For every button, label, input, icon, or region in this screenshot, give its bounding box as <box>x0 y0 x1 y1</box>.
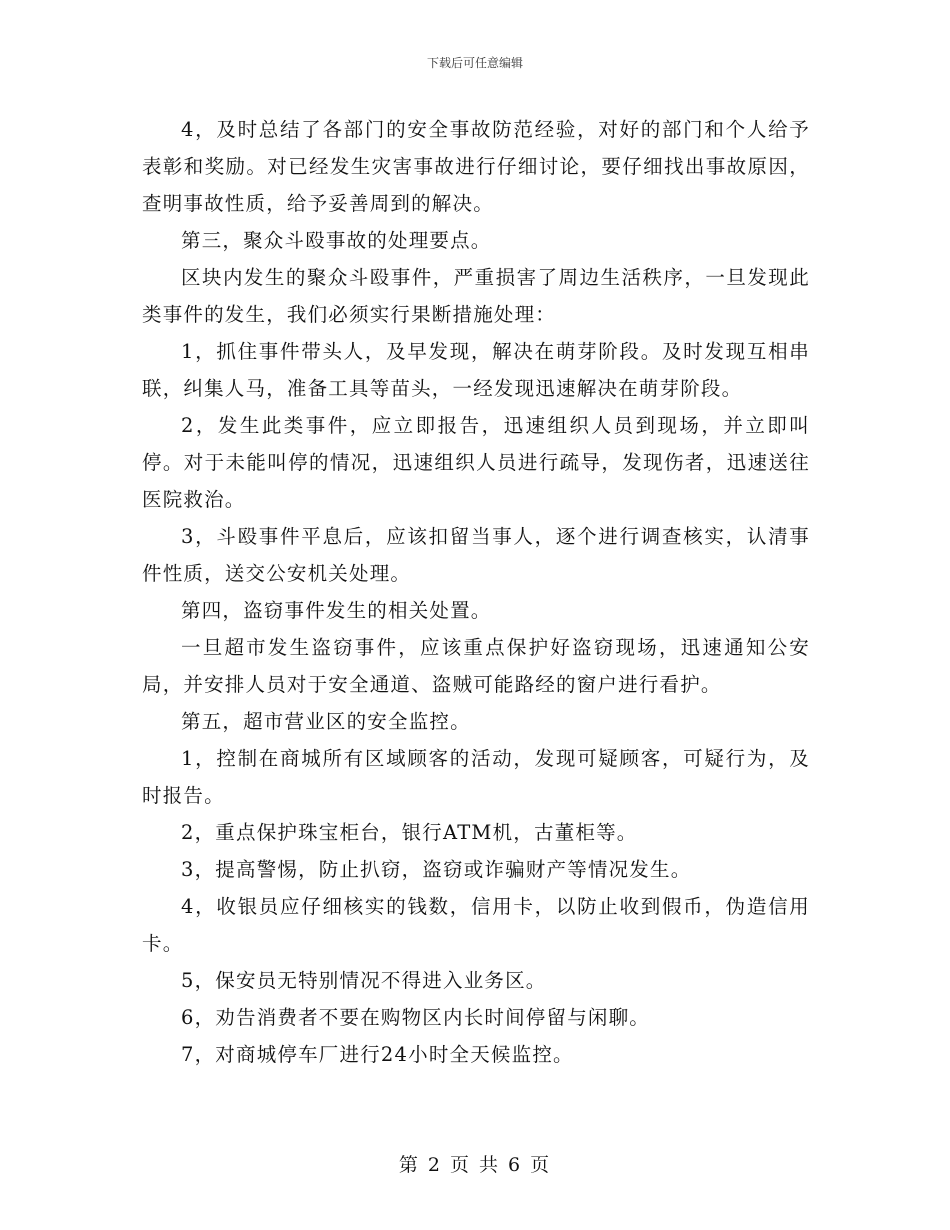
section-heading-5: 第五，超市营业区的安全监控。 <box>181 710 471 733</box>
section-heading-4: 第四，盗窃事件发生的相关处置。 <box>181 599 492 622</box>
list-item-3b: 3，提高警惕，防止扒窃，盗窃或诈骗财产等情况发生。 <box>181 858 692 881</box>
list-item-3: 3，斗殴事件平息后，应该扣留当事人，逐个进行调查核实，认清事件性质，送交公安机关处理。 <box>142 525 810 585</box>
list-item-4b: 4，收银员应仔细核实的钱数，信用卡，以防止收到假币，伪造信用卡。 <box>142 895 810 955</box>
list-item-1b: 1，控制在商城所有区域顾客的活动，发现可疑顾客，可疑行为，及时报告。 <box>142 747 810 807</box>
list-item-2b: 2，重点保护珠宝柜台，银行ATM机，古董柜等。 <box>181 821 638 844</box>
list-item-7b: 7，对商城停车厂进行24小时全天候监控。 <box>181 1043 574 1066</box>
page-indicator: 第 2 页 共 6 页 <box>398 1154 552 1176</box>
paragraph-3: 区块内发生的聚众斗殴事件，严重损害了周边生活秩序，一旦发现此类事件的发生，我们必须实行果断措施处理： <box>142 266 810 326</box>
section-heading-3: 第三，聚众斗殴事故的处理要点。 <box>181 229 492 252</box>
list-item-5b: 5，保安员无特别情况不得进入业务区。 <box>181 969 547 992</box>
list-item-6b: 6，劝告消费者不要在购物区内长时间停留与闲聊。 <box>181 1006 651 1029</box>
list-item-1: 1，抓住事件带头人，及早发现，解决在萌芽阶段。及时发现互相串联，纠集人马，准备工具等苗头，一经发现迅速解决在萌芽阶段。 <box>142 340 810 400</box>
paragraph-8: 一旦超市发生盗窃事件，应该重点保护好盗窃现场，迅速通知公安局，并安排人员对于安全通道、盗贼可能路经的窗户进行看护。 <box>142 636 810 696</box>
header-note: 下载后可任意编辑 <box>426 56 523 70</box>
document-body <box>142 111 810 1073</box>
list-item-2: 2，发生此类事件，应立即报告，迅速组织人员到现场，并立即叫停。对于未能叫停的情况，迅速组织人员进行疏导，发现伤者，迅速送往医院救治。 <box>142 414 810 511</box>
paragraph-1: 4，及时总结了各部门的安全事故防范经验，对好的部门和个人给予表彰和奖励。对已经发生灾害事故进行仔细讨论，要仔细找出事故原因，查明事故性质，给予妥善周到的解决。 <box>142 118 810 215</box>
